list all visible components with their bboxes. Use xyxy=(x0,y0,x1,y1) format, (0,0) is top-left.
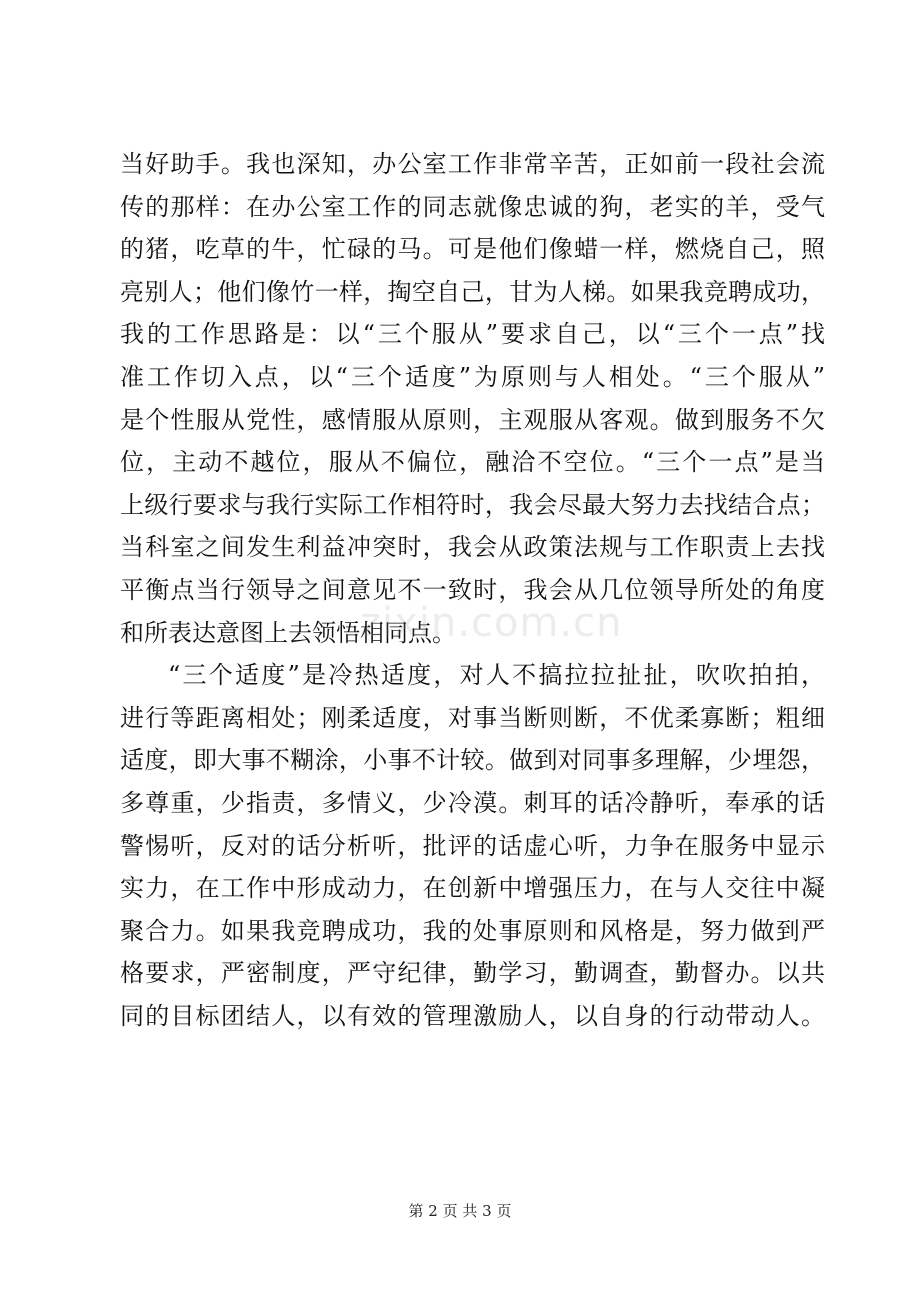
text-line: 进行等距离相处；刚柔适度，对事当断则断，不优柔寡断；粗细 xyxy=(120,703,825,732)
text-line: 同的目标团结人，以有效的管理激励人，以自身的行动带动人。 xyxy=(120,1001,825,1030)
text-line: 多尊重，少指责，多情义，少冷漠。刺耳的话冷静听，奉承的话 xyxy=(120,788,825,817)
text-line: 格要求，严密制度，严守纪律，勤学习，勤调查，勤督办。以共 xyxy=(120,959,825,988)
text-line: 是个性服从党性，感情服从原则，主观服从客观。做到服务不欠 xyxy=(120,405,825,434)
text-line: 传的那样：在办公室工作的同志就像忠诚的狗，老实的羊，受气 xyxy=(120,192,825,221)
text-line: 位，主动不越位，服从不偏位，融洽不空位。“三个一点”是当 xyxy=(120,448,825,477)
text-line: 适度，即大事不糊涂，小事不计较。做到对同事多理解，少埋怨， xyxy=(120,746,825,775)
watermark: zixin.com.cn xyxy=(360,600,623,646)
text-line: 警惕听，反对的话分析听，批评的话虚心听，力争在服务中显示 xyxy=(120,831,825,860)
text-line: 我的工作思路是：以“三个服从”要求自己，以“三个一点”找 xyxy=(120,320,825,349)
page-indicator: 第 2 页 共 3 页 xyxy=(408,1202,512,1220)
text-line: 的猪，吃草的牛，忙碌的马。可是他们像蜡一样，燃烧自己，照 xyxy=(120,235,825,264)
text-line: 聚合力。如果我竞聘成功，我的处事原则和风格是，努力做到严 xyxy=(120,916,825,945)
text-line: 当科室之间发生利益冲突时，我会从政策法规与工作职责上去找 xyxy=(120,533,825,562)
document-body xyxy=(120,143,825,1037)
text-line: 平衡点当行领导之间意见不一致时，我会从几位领导所处的角度 xyxy=(120,575,825,604)
text-line: 当好助手。我也深知，办公室工作非常辛苦，正如前一段社会流 xyxy=(120,150,825,178)
text-line: “三个适度”是冷热适度，对人不搞拉拉扯扯，吹吹拍拍， xyxy=(168,661,825,690)
text-line: 准工作切入点，以“三个适度”为原则与人相处。“三个服从” xyxy=(120,362,825,391)
paragraph-2 xyxy=(120,654,825,1037)
text-line: 实力，在工作中形成动力，在创新中增强压力，在与人交往中凝 xyxy=(120,874,825,903)
paragraph-1 xyxy=(120,143,825,654)
page-footer xyxy=(0,1200,920,1222)
text-line: 亮别人；他们像竹一样，掏空自己，甘为人梯。如果我竞聘成功， xyxy=(120,277,825,306)
text-line: 和所表达意图上去领悟相同点。 xyxy=(120,618,456,647)
text-line: 上级行要求与我行实际工作相符时，我会尽最大努力去找结合点； xyxy=(120,490,825,519)
